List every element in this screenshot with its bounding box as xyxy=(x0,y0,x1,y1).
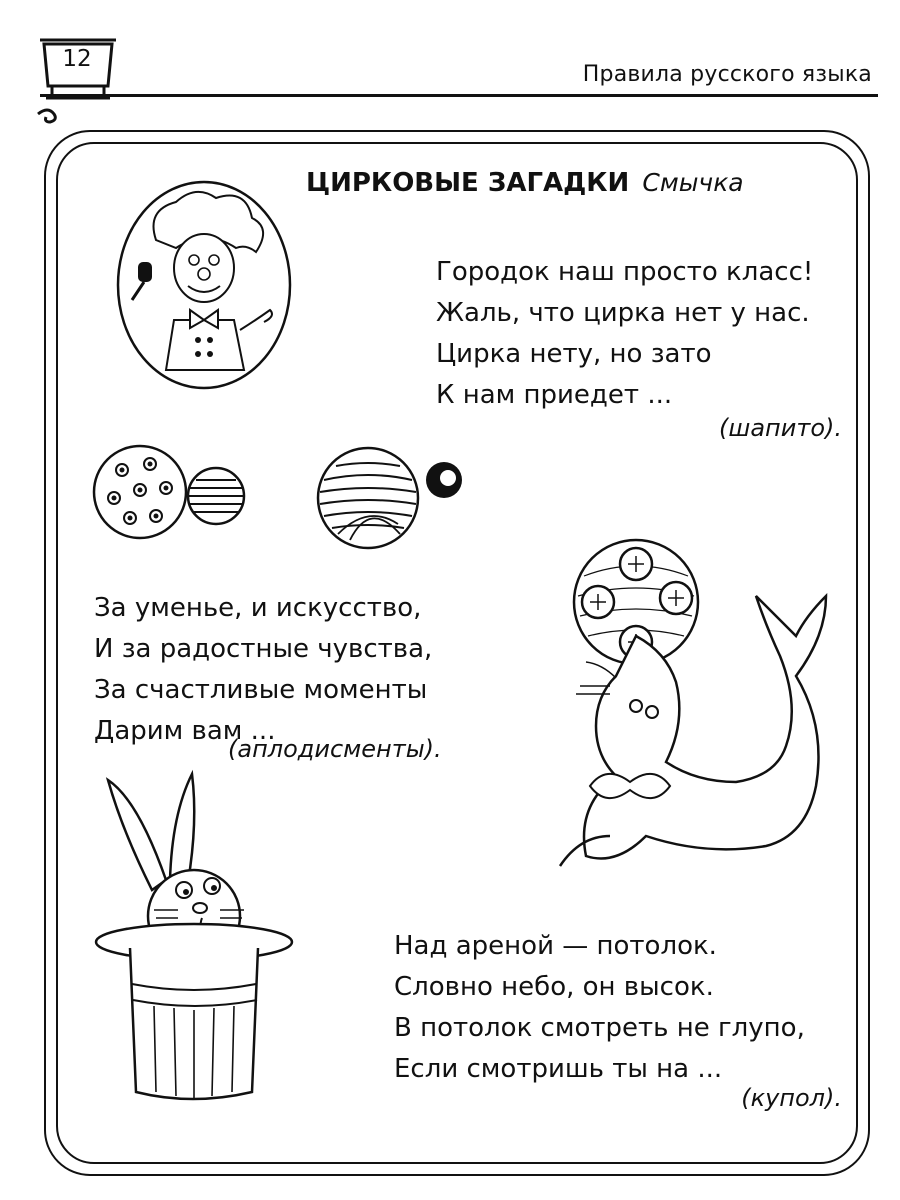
riddle-2-line-2: И за радостные чувства, xyxy=(94,634,433,664)
seal-icon xyxy=(540,536,850,886)
page-title xyxy=(306,168,744,198)
riddle-2-line-3: За счастливые моменты xyxy=(94,675,428,705)
riddle-1-line-1: Городок наш просто класс! xyxy=(436,257,814,287)
riddle-2-poem xyxy=(94,588,432,752)
page-subtitle: Смычка xyxy=(642,168,744,197)
riddle-3-line-3: В потолок смотреть не глупо, xyxy=(394,1013,805,1043)
riddle-1-poem xyxy=(436,252,813,416)
riddle-3-answer: (купол). xyxy=(741,1084,842,1112)
book-title: Правила русского языка xyxy=(582,62,872,87)
riddle-2-line-1: За уменье, и искусство, xyxy=(94,593,422,623)
clown-icon xyxy=(116,180,292,390)
rabbit-in-hat-icon xyxy=(90,770,300,1110)
riddle-3-line-4: Если смотришь ты на ... xyxy=(394,1054,723,1084)
riddle-1-answer: (шапито). xyxy=(719,414,842,442)
riddle-1-line-3: Цирка нету, но зато xyxy=(436,339,712,369)
riddle-2-answer: (аплодисменты). xyxy=(228,735,442,763)
riddle-3-line-1: Над ареной — потолок. xyxy=(394,931,717,961)
riddle-3-poem xyxy=(394,926,805,1090)
riddle-1-line-2: Жаль, что цирка нет у нас. xyxy=(436,298,810,328)
juggling-balls-icon xyxy=(92,440,472,558)
riddle-1-line-4: К нам приедет ... xyxy=(436,380,673,410)
page-title-text: ЦИРКОВЫЕ ЗАГАДКИ xyxy=(306,168,630,198)
riddle-3-line-2: Словно небо, он высок. xyxy=(394,972,714,1002)
page-number: 12 xyxy=(62,46,92,72)
header-divider xyxy=(40,94,878,97)
riddle-2-line-4: Дарим вам ... xyxy=(94,716,276,746)
